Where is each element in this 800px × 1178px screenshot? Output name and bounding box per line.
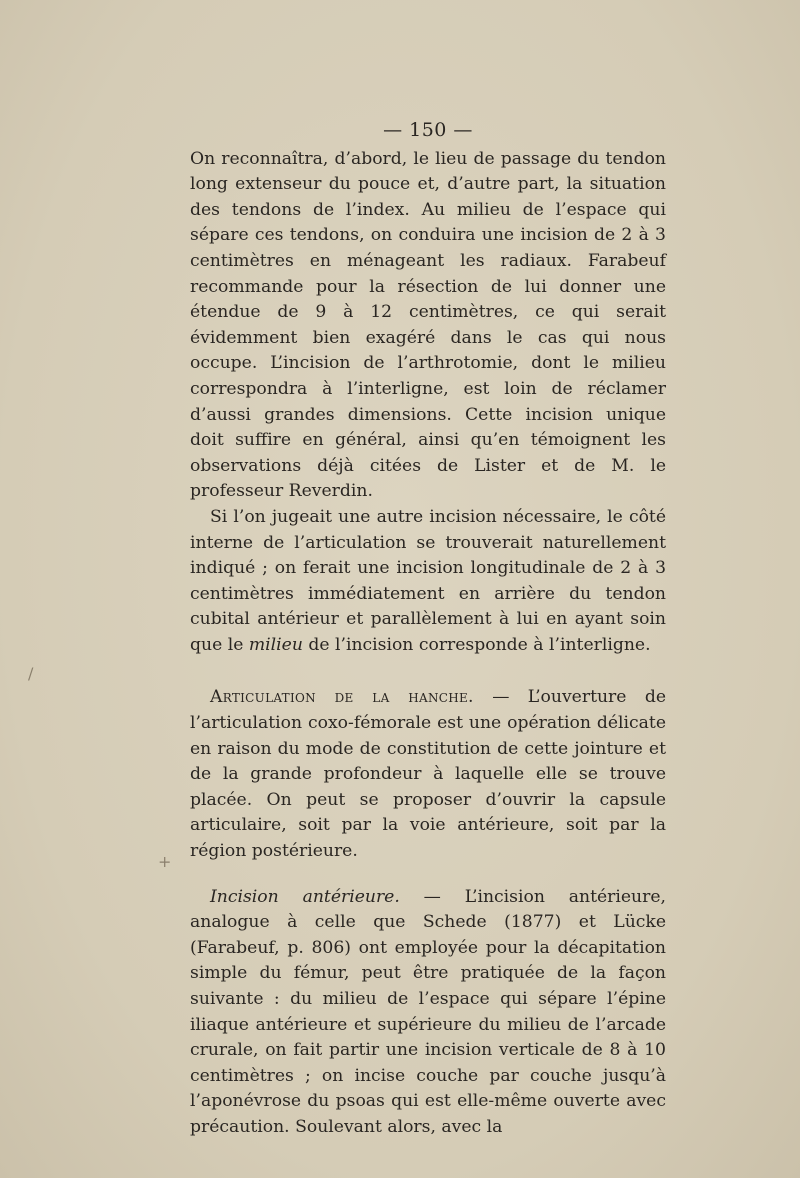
page-number: — 150 — — [383, 119, 473, 141]
section-paragraph: Articulation de la hanche. — L’ouverture de l’articulation coxo-fémorale est une opération délicate en raison du mode de constitution de cette jointure et de la grande profondeur à laquelle elle se trouve placée. On peut se proposer d’ouvrir la capsule articulaire, soit par la voie antérieure, soit par la région postérieure. — [190, 687, 666, 862]
subheading: Incision antérieure. — [210, 886, 400, 907]
paragraph: Si l’on jugeait une autre incision nécessaire, le côté interne de l’articulation se trouverait naturellement indiqué ; on ferait une incision longitudinale de 2 à 3 centimètres immédiatement en arrière du tendon cubital antérieur et parallèlement à lui en ayant soin que le milieu de l’incision corresponde à l’interligne. — [190, 506, 666, 655]
page-text — [190, 118, 666, 1141]
pencil-mark: + — [158, 852, 172, 871]
section-paragraph: Incision antérieure. — L’incision antérieure, analogue à celle que Schede (1877) et Lücke (Farabeuf, p. 806) ont employée pour la décapitation simple du fémur, peut être pratiquée de la façon suivante : du milieu de l’espace qui sépare l’épine iliaque antérieure et supérieure du milieu de l’arcade crurale, on fait partir une incision verticale de 8 à 10 centimètres ; on incise couche par couche jusqu’à l’aponévrose du psoas qui est elle-même ouverte avec précaution. Soulevant alors, avec la — [190, 886, 666, 1137]
paragraph: On reconnaîtra, d’abord, le lieu de passage du tendon long extenseur du pouce et, d’autre part, la situation des tendons de l’index. Au milieu de l’espace qui sépare ces tendons, on conduira une incision de 2 à 3 centimètres en ménageant les radiaux. Farabeuf recommande pour la résection de lui donner une étendue de 9 à 12 centimètres, ce qui serait évidemment bien exagéré dans le cas qui nous occupe. L’incision de l’arthrotomie, dont le milieu correspondra à l’interligne, est loin de réclamer d’aussi grandes dimensions. Cette incision unique doit suffire en général, ainsi qu’en témoignent les observations déjà citées de Lister et de M. le professeur Reverdin. — [190, 148, 666, 502]
section-heading: Articulation de la hanche. — [210, 687, 474, 708]
emphasis: milieu — [248, 634, 303, 655]
pencil-mark: / — [28, 664, 34, 683]
